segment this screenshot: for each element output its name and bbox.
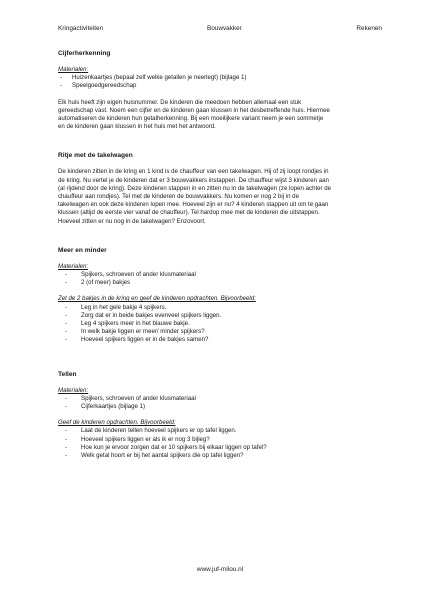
instruction-label: Zet de 2 bakjes in de kring en geef de kinderen opdrachten. Bijvoorbeeld: (58, 295, 256, 303)
header-right: Rekenen (356, 25, 382, 32)
section-title: Meer en minder (58, 246, 107, 254)
materials-label: Materialen: (58, 262, 89, 270)
paragraph-line: de kring. Nu vertel je de kinderen dat er 3 bouwvakkers instappen. De chauffeur wijst 3 kinderen aan (58, 176, 329, 184)
paragraph-line: gereedschap vast. Noem een cijfer en de kinderen gaan klussen in het desbetreffende huis. Hiermee (58, 106, 330, 114)
section-title: Ritje met de takelwagen (58, 152, 133, 160)
paragraph-line: Elk huis heeft zijn eigen huisnummer. De kinderen die meedoen hebben allemaal een stuk (58, 98, 302, 106)
materials-list (58, 395, 383, 411)
section-cijferherkenning (58, 49, 383, 131)
list-item: - Spijkers, schroeven of ander klusmateriaal (58, 271, 383, 279)
paragraph-line: Hoeveel zitten er nu nog in de takelwagen? Enzovoort. (58, 217, 206, 225)
list-item: - Hoeveel spijkers liggen er in de bakjes samen? (58, 336, 383, 344)
paragraph (58, 168, 383, 225)
paragraph-line: klussen (altijd de eerste vier vanaf de chauffeur). Tel hardop mee met de kinderen die uitstappen. (58, 209, 320, 217)
list-item: - Spijkers, schroeven of ander klusmateriaal (58, 395, 383, 403)
list-item: - Hoe kun je ervoor zorgen dat er 10 spijkers bij elkaar liggen op tafel? (58, 444, 383, 452)
list-item: - Huizenkaartjes (bepaal zelf welke getallen je neerlegt) (bijlage 1) (58, 74, 383, 82)
document-body (58, 49, 383, 460)
instruction-label: Geef de kinderen opdrachten. Bijvoorbeeld: (58, 419, 176, 427)
page-header (58, 25, 382, 35)
paragraph-line: De kinderen zitten in de kring en 1 kind is de chauffeur van een takelwagen. Hij of zij loopt rondjes in (58, 168, 329, 176)
list-item: - Leg 4 spijkers meer in het blauwe bakje. (58, 320, 383, 328)
paragraph-line: automatiseren de kinderen hun getalherkenning. Bij een moeilijkere variant neem je een sommetje (58, 115, 324, 123)
section-ritje (58, 151, 383, 225)
materials-list (58, 271, 383, 287)
section-title: Tellen (58, 370, 77, 378)
list-item: - Speelgoedgereedschap (58, 82, 383, 90)
list-item: - Hoeveel spijkers liggen er als ik er nog 3 bijleg? (58, 436, 383, 444)
paragraph-line: en de kinderen gaan klussen in het huis met het antwoord. (58, 123, 216, 131)
materials-list (58, 74, 383, 90)
header-left: Kringactiviteiten (58, 25, 104, 32)
list-item: - Welk getal hoort er bij het aantal spijkers die op tafel liggen? (58, 452, 383, 460)
list-item: - Zorg dat er in beide bakjes evenveel spijkers liggen. (58, 312, 383, 320)
list-item: - In welk bakje liggen er meer/ minder spijkers? (58, 328, 383, 336)
instruction-list (58, 304, 383, 345)
footer-url[interactable]: www.juf-milou.nl (196, 566, 244, 573)
paragraph-line: takelwagen en ook deze kinderen lopen mee. Hoeveel zijn er nu? 4 kinderen stappen uit om te gaan (58, 201, 329, 209)
section-title: Cijferherkenning (58, 50, 111, 57)
materials-label: Materialen: (58, 386, 89, 394)
list-item: - Laat de kinderen tellen hoeveel spijkers er op tafel liggen. (58, 427, 383, 435)
list-item: - Cijferkaartjes (bijlage 1) (58, 403, 383, 411)
section-tellen (58, 370, 383, 461)
header-center: Bouwvakker (207, 25, 242, 32)
list-item: - Leg in het gele bakje 4 spijkers. (58, 304, 383, 312)
materials-label: Materialen: (58, 66, 89, 73)
instruction-list (58, 427, 383, 460)
section-meer-en-minder (58, 246, 383, 345)
paragraph-line: (al rijdend door de kring). Deze kinderen stappen in en zitten nu in de takelwagen (ze lopen achter de (58, 184, 332, 192)
list-item: - 2 (of meer) bakjes (58, 279, 383, 287)
paragraph-line: chauffeur aan rondjes). Tel met de kinderen de bouwvakkers. Nu komen er nog 2 bij in de (58, 193, 299, 201)
paragraph (58, 99, 383, 132)
